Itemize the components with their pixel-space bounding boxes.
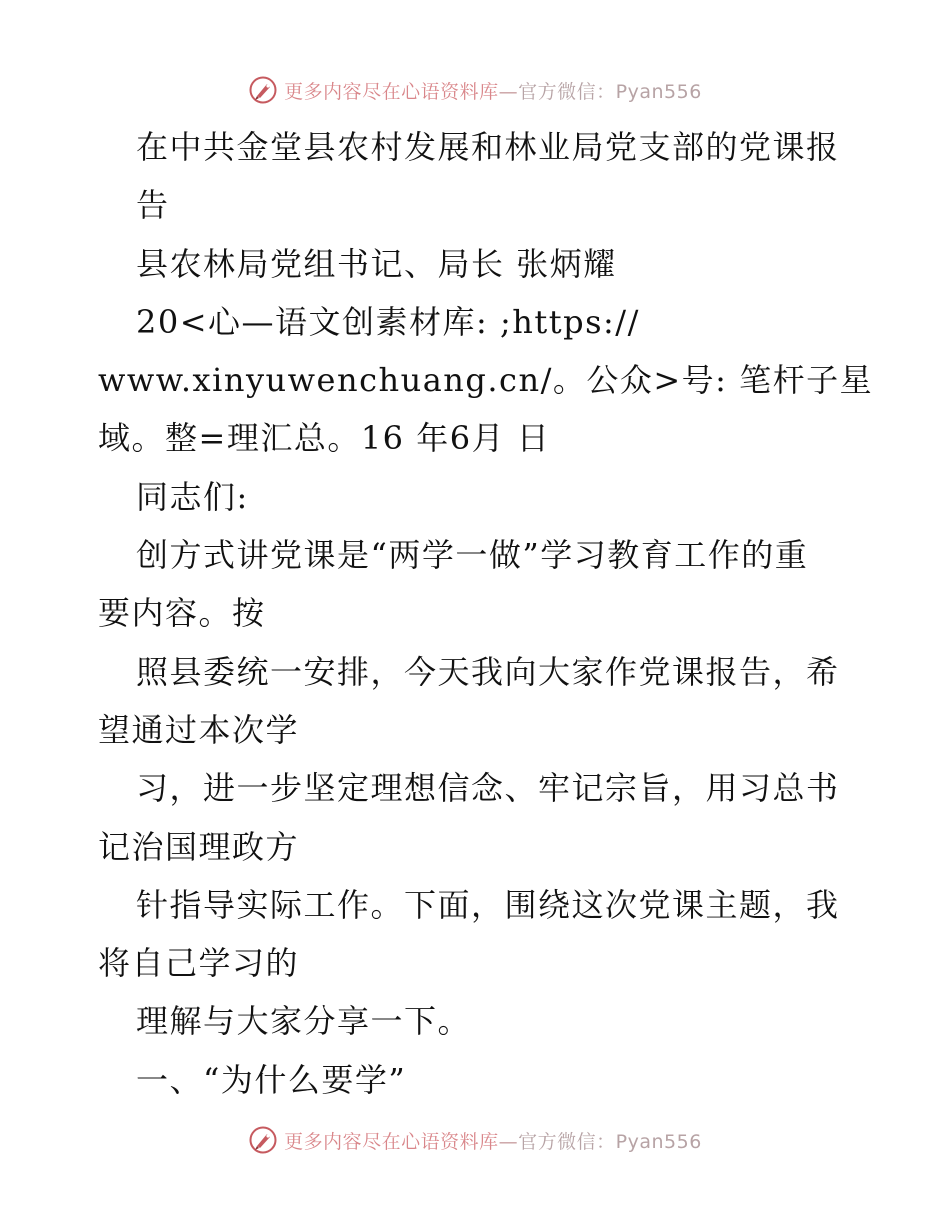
- watermark-banner-top: [0, 72, 950, 108]
- doc-paragraph-line: 照县委统一安排，今天我向大家作党课报告，希: [136, 652, 840, 691]
- document-body: [98, 118, 898, 1109]
- watermark-contact: 官方微信：Pyan556: [518, 1130, 702, 1153]
- doc-paragraph-line: 记治国理政方: [98, 827, 300, 866]
- doc-paragraph-line: 针指导实际工作。下面，围绕这次党课主题，我: [136, 885, 840, 924]
- doc-salutation: 同志们:: [136, 477, 249, 516]
- doc-paragraph-line: 习，进一步坚定理想信念、牢记宗旨，用习总书: [136, 769, 840, 808]
- doc-paragraph-line: 理解与大家分享一下。: [136, 1002, 472, 1041]
- doc-paragraph-line: 创方式讲党课是“两学一做”学习教育工作的重: [136, 536, 809, 575]
- doc-paragraph-line: 将自己学习的: [98, 944, 300, 983]
- watermark-brand: 更多内容尽在心语资料库: [284, 1130, 499, 1153]
- watermark-text: [284, 1127, 702, 1154]
- doc-title-line-2: 告: [136, 186, 170, 225]
- doc-date-line-2: www.xinyuwenchuang.cn/。公众>号: 笔杆子星: [98, 361, 874, 400]
- watermark-brand: 更多内容尽在心语资料库: [284, 80, 499, 103]
- doc-section-heading: 一、“为什么要学”: [136, 1060, 407, 1099]
- doc-title-line-1: 在中共金堂县农村发展和林业局党支部的党课报: [136, 128, 840, 166]
- pen-nib-logo-icon: [248, 1125, 278, 1155]
- watermark-dash: —: [498, 1130, 519, 1153]
- doc-date-line-3: 域。整=理汇总。16 年6月 日: [98, 419, 551, 458]
- watermark-text: [284, 77, 702, 104]
- pen-nib-logo-icon: [248, 75, 278, 105]
- doc-author: 县农林局党组书记、局长 张炳耀: [136, 244, 617, 283]
- doc-date-line-1: 20<心—语文创素材库: ;https://: [136, 302, 640, 341]
- doc-paragraph-line: 要内容。按: [98, 594, 266, 633]
- doc-paragraph-line: 望通过本次学: [98, 710, 300, 749]
- watermark-dash: —: [498, 80, 519, 103]
- watermark-banner-bottom: [0, 1122, 950, 1158]
- watermark-contact: 官方微信：Pyan556: [518, 80, 702, 103]
